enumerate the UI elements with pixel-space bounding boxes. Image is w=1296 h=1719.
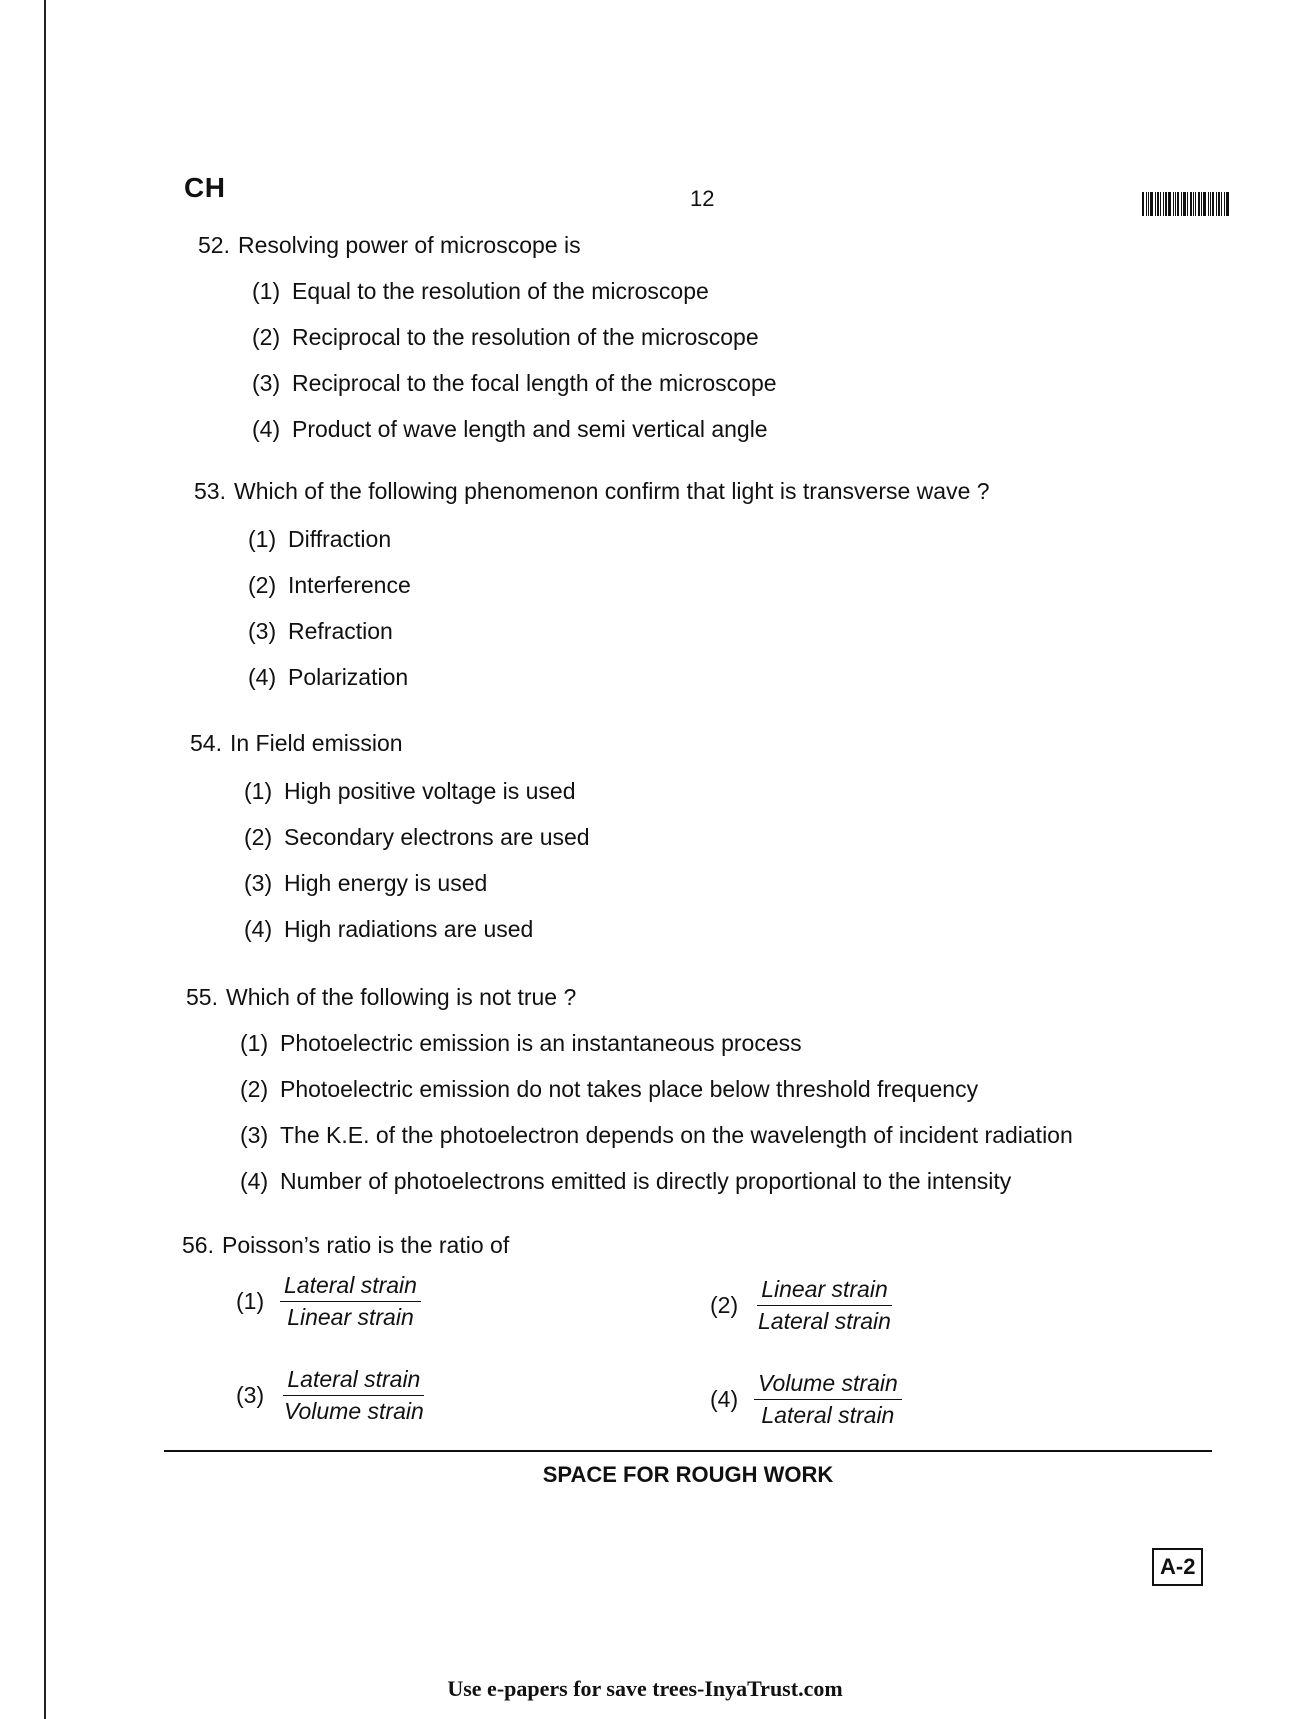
q53-option-3: (3) Refraction [248,618,393,644]
q52-option-2: (2) Reciprocal to the resolution of the microscope [252,324,759,350]
q54-option-1: (1) High positive voltage is used [244,778,576,804]
fraction: $\frac{\text{Volume strain}}{\text{Lateral strain}}$ [754,1370,902,1429]
question-55 [186,984,576,1012]
question-number: 53. [194,478,226,504]
q53-option-2: (2) Interference [248,572,411,598]
question-number: 56. [182,1232,214,1258]
q52-option-1: (1) Equal to the resolution of the microscope [252,278,709,304]
q55-option-4: (4) Number of photoelectrons emitted is directly proportional to the intensity [240,1168,1012,1194]
q56-option-1: (1) $\frac{\text{Lateral strain}}{\text{Linear strain}}$ [236,1272,421,1331]
question-53 [194,478,990,506]
question-text: Which of the following is not true ? [225,984,577,1010]
question-number: 54. [190,730,222,756]
question-number: 52. [198,232,230,258]
fraction: $\frac{\text{Linear strain}}{\text{Lateral strain}}$ [758,1276,891,1334]
fraction: $\frac{\text{Lateral strain}}{\text{Linear strain}}$ [280,1272,421,1331]
q52-option-4: (4) Product of wave length and semi vertical angle [252,416,768,442]
question-text: Which of the following phenomenon confirm that light is transverse wave ? [233,478,990,504]
q56-option-3: (3) $\frac{\text{Lateral strain}}{\text{Volume strain}}$ [236,1366,428,1425]
q55-option-3: (3) The K.E. of the photoelectron depends on the wavelength of incident radiation [240,1122,1073,1148]
version-code-box: A-2 [1152,1548,1203,1586]
q53-option-1: (1) Diffraction [248,526,392,552]
question-number: 55. [186,984,218,1010]
fraction: $\frac{\text{Lateral strain}}{\text{Volume strain}}$ [284,1366,424,1424]
q53-option-4: (4) Polarization [248,664,409,690]
rough-work-label: SPACE FOR ROUGH WORK [542,1462,834,1487]
question-text: Poisson’s ratio is the ratio of [221,1232,510,1258]
q54-option-2: (2) Secondary electrons are used [244,824,590,850]
question-54 [190,730,403,758]
question-text: In Field emission [229,730,403,756]
barcode-image [1142,192,1234,216]
question-52 [198,232,581,260]
q55-option-1: (1) Photoelectric emission is an instantaneous process [240,1030,802,1056]
paper-code: CH [184,172,226,203]
q52-option-3: (3) Reciprocal to the focal length of the microscope [252,370,777,396]
q55-option-2: (2) Photoelectric emission do not takes place below threshold frequency [240,1076,979,1102]
q56-option-4: (4) $\frac{\text{Volume strain}}{\text{Lateral strain}}$ [710,1370,902,1429]
question-text: Resolving power of microscope is [237,232,581,258]
q54-option-4: (4) High radiations are used [244,916,534,942]
rough-work-divider [164,1450,1212,1452]
footer-text: Use e-papers for save trees-InyaTrust.com [447,1676,843,1701]
q54-option-3: (3) High energy is used [244,870,488,896]
question-56 [182,1232,509,1260]
page-number: 12 [690,186,715,211]
q56-option-2: (2) $\frac{\text{Linear strain}}{\text{Lateral strain}}$ [710,1276,895,1335]
